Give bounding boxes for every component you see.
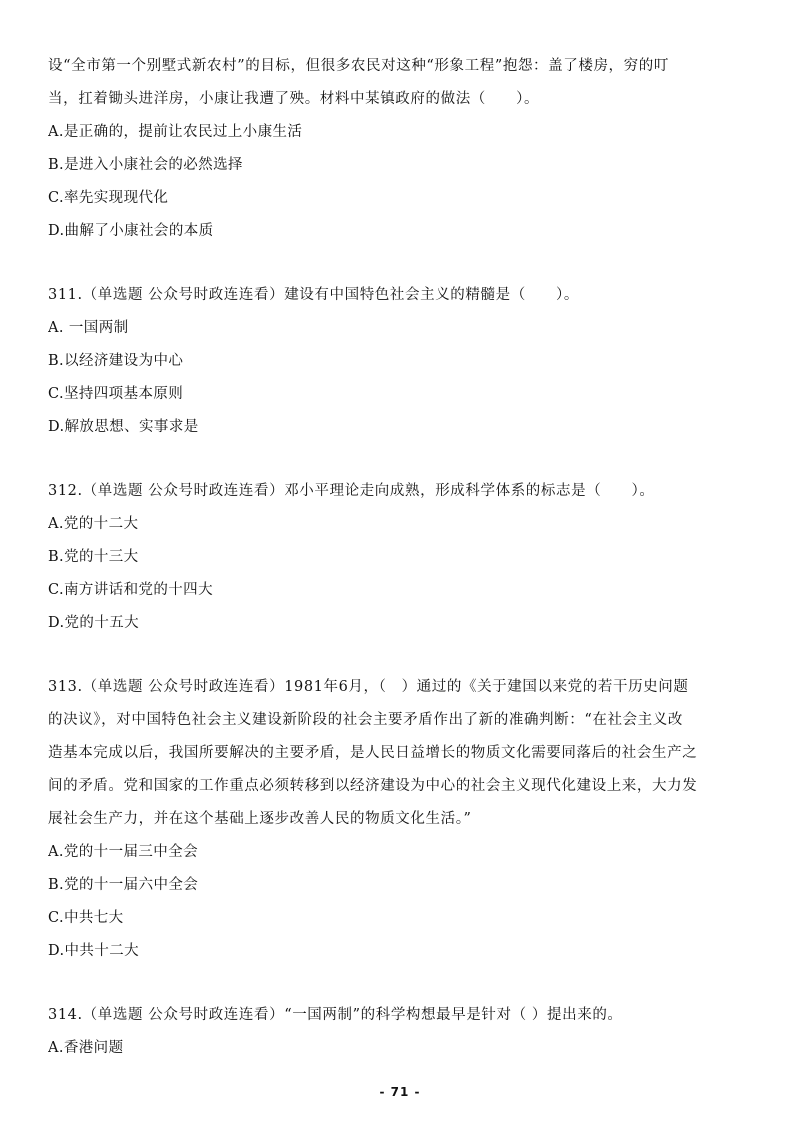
- option-b: B.党的十三大: [48, 549, 139, 565]
- option-c: C.中共七大: [48, 910, 124, 926]
- question-stem-line: 间的矛盾。党和国家的工作重点必须转移到以经济建设为中心的社会主义现代化建设上来，大力发: [48, 778, 698, 794]
- option-a: A.香港问题: [48, 1040, 124, 1056]
- option-a: A.是正确的，提前让农民过上小康生活: [48, 124, 303, 140]
- option-d: D.曲解了小康社会的本质: [48, 223, 214, 239]
- question-stem-line: 展社会生产力，并在这个基础上逐步改善人民的物质文化生活。”: [48, 811, 472, 827]
- question-stem-line: 311.（单选题 公众号时政连连看）建设有中国特色社会主义的精髓是（ ）。: [48, 287, 579, 303]
- question-311: [48, 279, 754, 444]
- question-stem-line: 313.（单选题 公众号时政连连看）1981年6月，（ ）通过的《关于建国以来党的若干历史问题: [48, 679, 689, 695]
- question-stem-line: 314.（单选题 公众号时政连连看）“一国两制”的科学构想最早是针对（ ）提出来的。: [48, 1007, 623, 1023]
- option-a: A.党的十一届三中全会: [48, 844, 198, 860]
- question-310: [48, 50, 754, 248]
- option-c: C.南方讲话和党的十四大: [48, 582, 213, 598]
- question-stem-line: 设“全市第一个别墅式新农村”的目标，但很多农民对这种“形象工程”抱怨：盖了楼房，穷的叮: [48, 58, 669, 74]
- question-stem-line: 造基本完成以后，我国所要解决的主要矛盾，是人民日益增长的物质文化需要同落后的社会生产之: [48, 745, 698, 761]
- question-list: [48, 50, 754, 1065]
- question-stem-line: 当，扛着锄头进洋房，小康让我遭了殃。材料中某镇政府的做法（ ）。: [48, 91, 540, 107]
- question-314: [48, 999, 754, 1065]
- question-313: [48, 671, 754, 968]
- question-stem-line: 的决议》，对中国特色社会主义建设新阶段的社会主要矛盾作出了新的准确判断：“在社会主义改: [48, 712, 683, 728]
- option-d: D.解放思想、实事求是: [48, 419, 199, 435]
- question-312: [48, 475, 754, 640]
- question-stem-line: 312.（单选题 公众号时政连连看）邓小平理论走向成熟，形成科学体系的标志是（ ）。: [48, 483, 655, 499]
- page-number: - 71 -: [379, 1085, 421, 1099]
- option-c: C.坚持四项基本原则: [48, 386, 184, 402]
- option-a: A.党的十二大: [48, 516, 139, 532]
- option-c: C.率先实现现代化: [48, 190, 169, 206]
- option-d: D.党的十五大: [48, 615, 140, 631]
- option-a: A. 一国两制: [48, 320, 129, 336]
- option-d: D.中共十二大: [48, 943, 140, 959]
- option-b: B.党的十一届六中全会: [48, 877, 199, 893]
- option-b: B.以经济建设为中心: [48, 353, 184, 369]
- option-b: B.是进入小康社会的必然选择: [48, 157, 243, 173]
